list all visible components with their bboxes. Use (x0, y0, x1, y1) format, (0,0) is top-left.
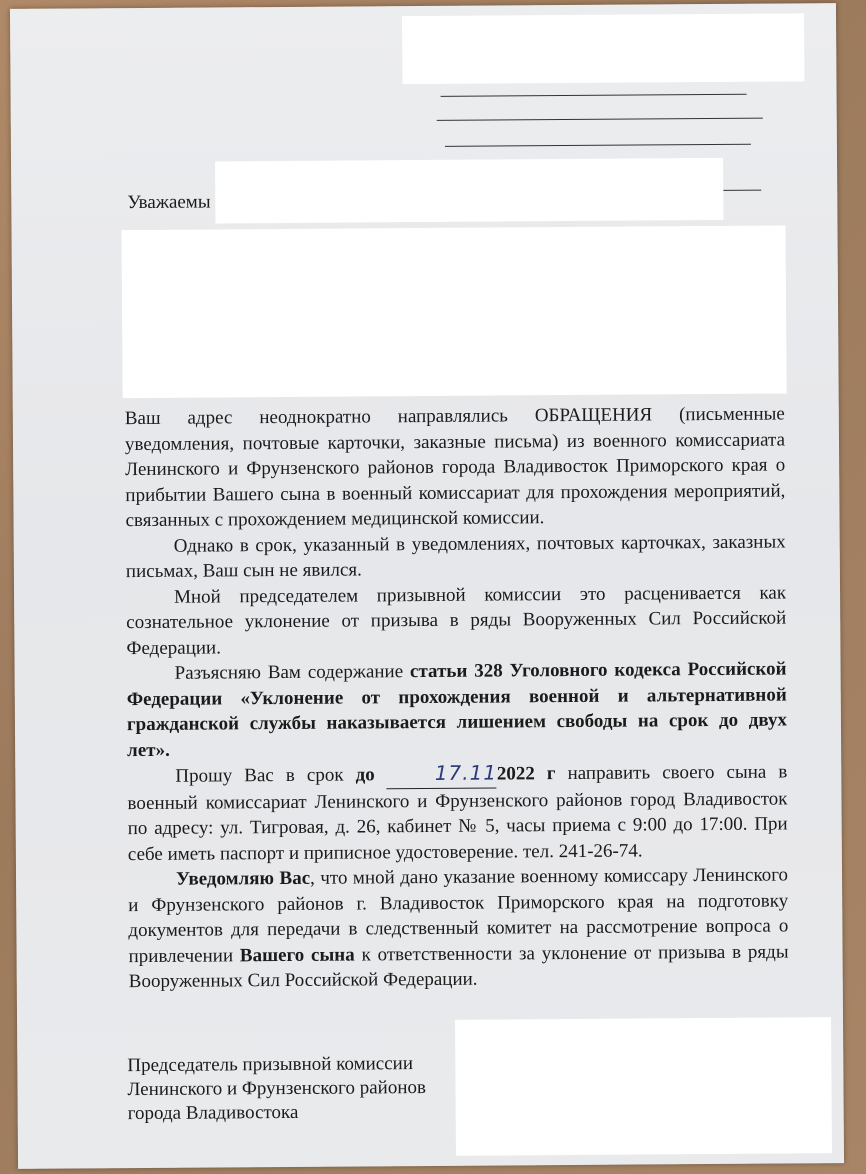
request-intro: Прошу Вас в срок (175, 764, 356, 787)
article-text: статьи 328 Уголовного кодекса Российской Федерации «Уклонение от прохождения военной и альтернативной гражданской службы наказывается лишением свободы на срок до двух лет». (126, 658, 788, 761)
paragraph-request (127, 758, 788, 867)
redacted-recipient (402, 13, 804, 84)
request-details: направить своего сына в военный комиссариат Ленинского и Фрунзенского районов город Владивосток по адресу: ул. Тигровая, д. 26, кабинет № 5, часы приема с 9:00 до 17:00. При себе иметь паспорт и приписное удостоверение. тел. 241-26-74. (127, 761, 788, 865)
signature-block (127, 1052, 467, 1126)
notice-end: к ответственности за уклонение от призыва в ряды Вооруженных Сил Российской Федерации. (128, 940, 789, 993)
address-line (445, 144, 751, 147)
greeting: Уважаемы (127, 191, 211, 214)
letter-body (125, 401, 789, 994)
paragraph-appeals: Ваш адрес неоднократно направлялись ОБРАЩЕНИЯ (письменные уведомления, почтовые карточки, заказные письма) из военного комиссариата Ленинского и Фрунзенского районов города Владивосток Приморского края о прибытии Вашего сына в военный комиссариат для прохождения мероприятий, связанных с прохождением медицинской комиссии. (124, 403, 786, 532)
signature-city: города Владивостока (127, 1101, 299, 1125)
signature-district: Ленинского и Фрунзенского районов (127, 1077, 427, 1101)
paragraph-no-show: Однако в срок, указанный в уведомлениях, почтовых карточках, заказных письмах, Ваш сын не явился. (125, 530, 786, 583)
letter-page (10, 3, 844, 1169)
notice-lead: Уведомляю Вас (175, 867, 311, 890)
paragraph-notice (128, 862, 789, 994)
handwritten-date: 17.11 (434, 760, 498, 785)
paragraph-article (127, 656, 788, 763)
deadline-prefix: до (355, 764, 375, 786)
redacted-paragraph (122, 225, 787, 398)
redacted-signature (455, 1017, 832, 1156)
signature-title: Председатель призывной комиссии (127, 1053, 414, 1077)
address-line (441, 94, 747, 97)
article-intro: Разъясняю Вам содержание (174, 661, 411, 684)
redacted-name (215, 158, 723, 224)
notice-text: , что мной дано указание военному комиссару Ленинского и Фрунзенского районов г. Владивосток Приморского края на подготовку документов для передачи в следственный комитет на рассмотрение вопроса о привлечении (128, 864, 789, 967)
deadline-date-field (387, 761, 497, 789)
address-line (437, 118, 763, 121)
greeting-line (723, 190, 761, 191)
paragraph-evasion: Мной председателем призывной комиссии это расценивается как сознательное уклонение от призыва в ряды Вооруженных Сил Российской Федерации. (126, 581, 787, 659)
notice-son: Вашего сына (239, 944, 355, 966)
deadline-year: 2022 г (496, 763, 556, 785)
